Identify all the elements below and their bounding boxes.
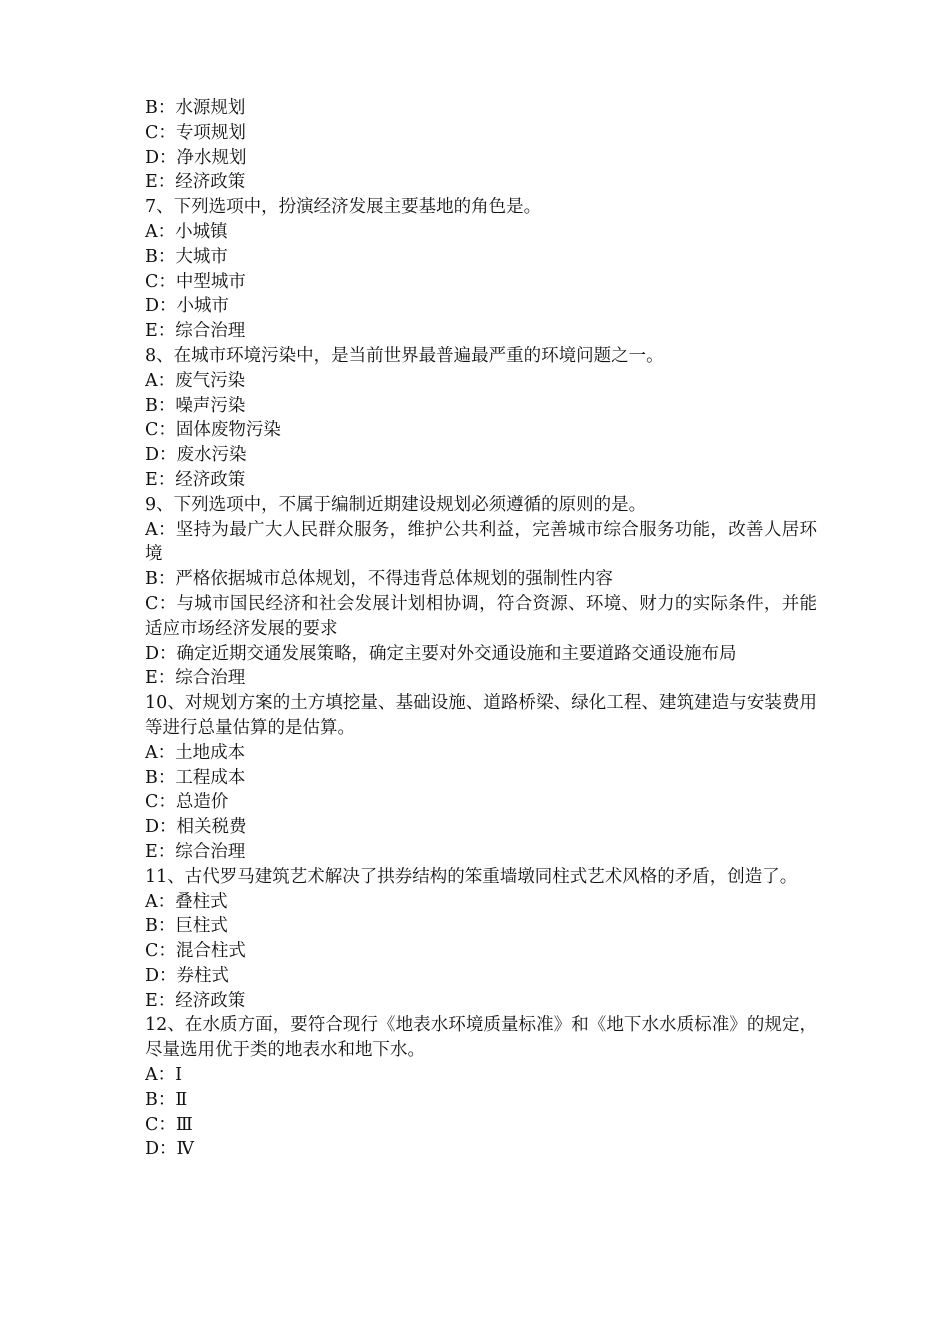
- text-line: B：Ⅱ: [145, 1089, 188, 1110]
- text-line: C：中型城市: [145, 271, 246, 292]
- text-line: D：确定近期交通发展策略，确定主要对外交通设施和主要道路交通设施布局: [145, 643, 737, 664]
- text-line: D：小城市: [145, 296, 230, 317]
- text-line: 9、下列选项中，不属于编制近期建设规划必须遵循的原则的是。: [145, 494, 647, 515]
- text-line: D：废水污染: [145, 445, 247, 466]
- text-line: C：专项规划: [145, 122, 246, 143]
- text-line: C：混合柱式: [145, 941, 246, 962]
- text-line: E：经济政策: [145, 469, 246, 490]
- text-line: E：综合治理: [145, 841, 246, 862]
- text-line: C：总造价: [145, 792, 229, 813]
- text-line: 12、在水质方面，要符合现行《地表水环境质量标准》和《地下水水质标准》的规定，尽量选用优于类的地表水和地下水。: [145, 1015, 817, 1061]
- document-page: [145, 96, 817, 1162]
- text-line: B：水源规划: [145, 98, 246, 118]
- text-line: B：严格依据城市总体规划，不得违背总体规划的强制性内容: [145, 569, 613, 590]
- text-line: E：经济政策: [145, 172, 246, 193]
- text-line: C：Ⅲ: [145, 1114, 193, 1135]
- text-line: A：废气污染: [145, 370, 246, 391]
- text-line: A：土地成本: [145, 742, 246, 763]
- text-line: 7、下列选项中，扮演经济发展主要基地的角色是。: [145, 197, 542, 218]
- text-line: D：相关税费: [145, 817, 247, 838]
- text-line: B：工程成本: [145, 767, 246, 788]
- text-line: D：Ⅳ: [145, 1139, 195, 1160]
- text-line: A：坚持为最广大人民群众服务，维护公共利益，完善城市综合服务功能，改善人居环境: [145, 519, 817, 565]
- text-line: B：噪声污染: [145, 395, 246, 416]
- text-line: E：综合治理: [145, 321, 246, 342]
- text-line: A：叠柱式: [145, 891, 228, 912]
- text-line: C：与城市国民经济和社会发展计划相协调，符合资源、环境、财力的实际条件，并能适应市场经济发展的要求: [145, 593, 817, 639]
- text-line: A：Ⅰ: [145, 1065, 183, 1086]
- text-line: B：大城市: [145, 246, 228, 267]
- text-line: D：净水规划: [145, 147, 247, 168]
- text-line: C：固体废物污染: [145, 420, 281, 441]
- text-line: E：综合治理: [145, 668, 246, 689]
- text-line: A：小城镇: [145, 221, 228, 242]
- text-line: 10、对规划方案的土方填挖量、基础设施、道路桥梁、绿化工程、建筑建造与安装费用等进行总量估算的是估算。: [145, 693, 817, 738]
- text-line: 8、在城市环境污染中，是当前世界最普遍最严重的环境问题之一。: [145, 345, 664, 366]
- text-line: E：经济政策: [145, 990, 246, 1011]
- text-line: B：巨柱式: [145, 916, 228, 937]
- text-line: D：券柱式: [145, 965, 230, 986]
- text-line: 11、古代罗马建筑艺术解决了拱券结构的笨重墙墩同柱式艺术风格的矛盾，创造了。: [145, 866, 798, 887]
